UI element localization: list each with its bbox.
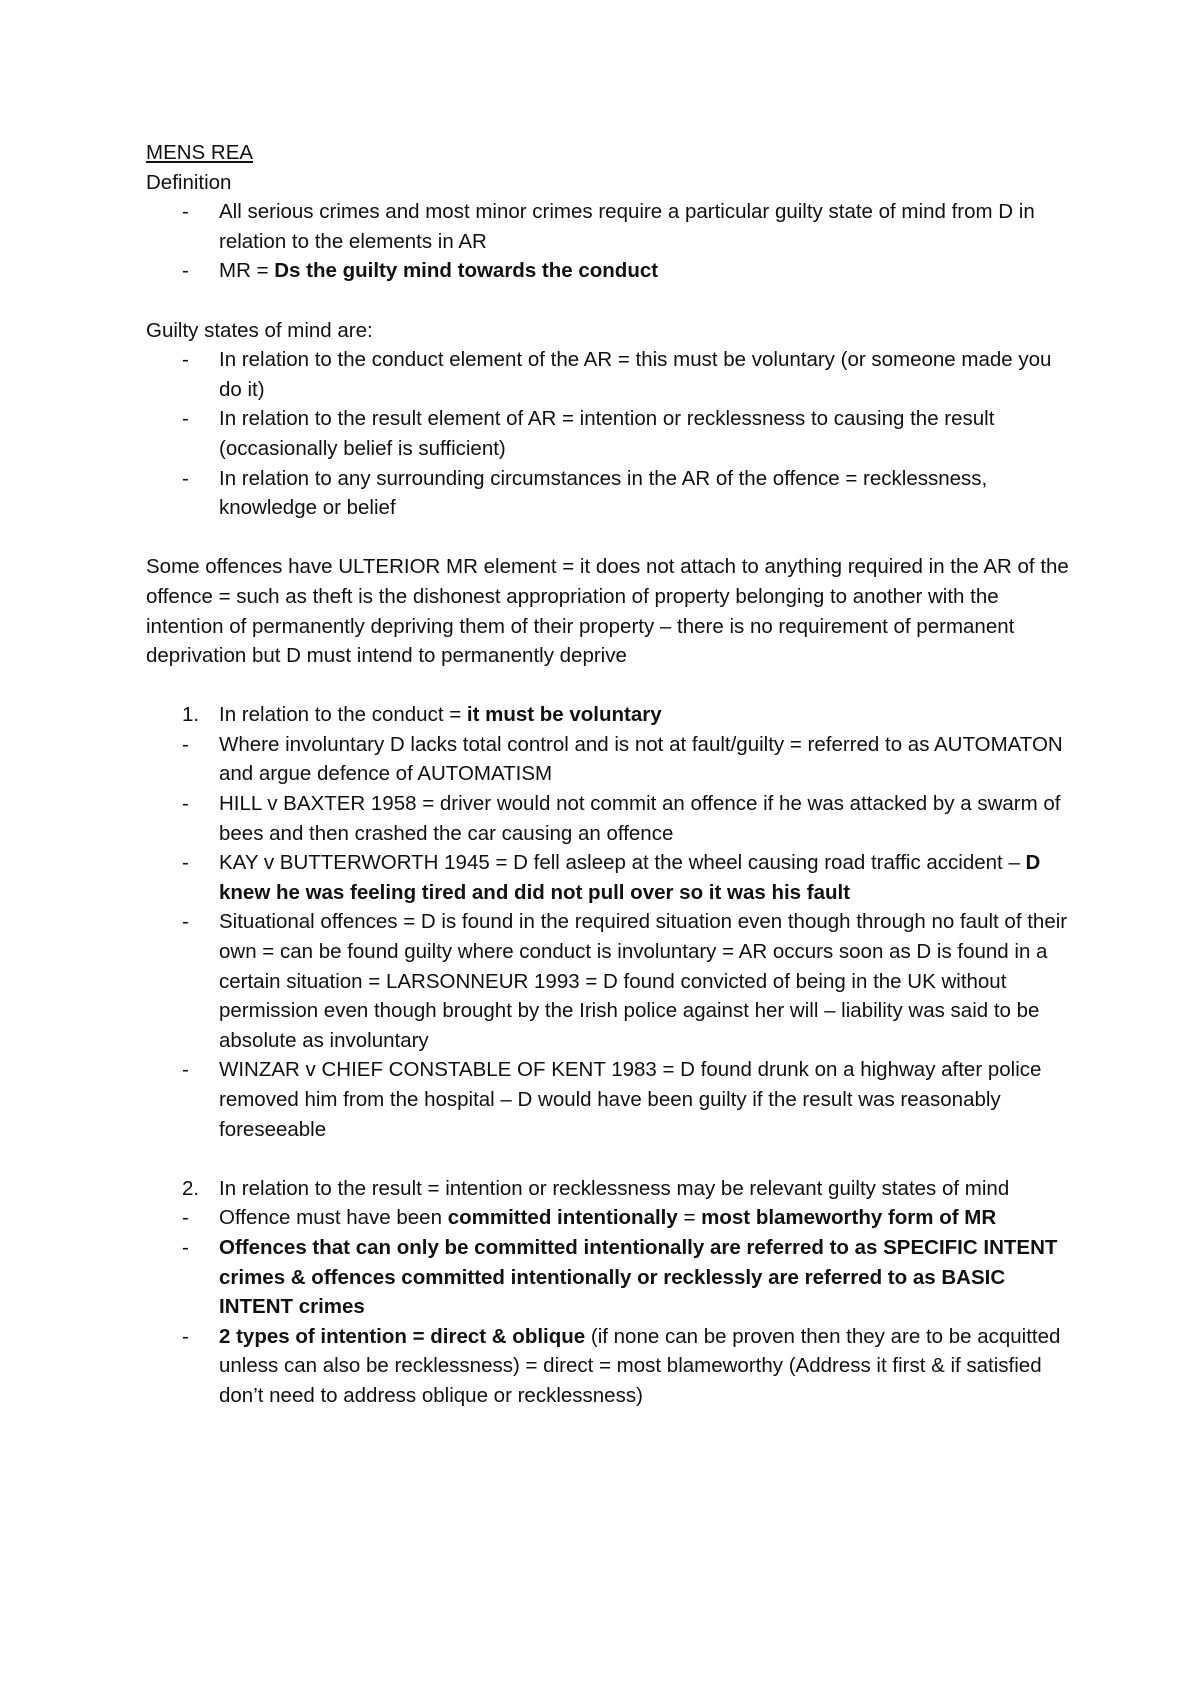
bullet-dash: - — [182, 851, 189, 875]
list-number: 2. — [182, 1176, 200, 1200]
heading-text: In relation to the result = intention or recklessness may be relevant guilty states of mind — [219, 1176, 1010, 1200]
heading-text: In relation to the conduct = — [219, 703, 467, 727]
conduct-heading — [146, 700, 1076, 730]
guilty-states-heading: Guilty states of mind are: — [146, 318, 373, 342]
bullet-bold-text: D knew he was feeling tired and did not pull over so it was his fault — [219, 851, 1041, 904]
bullet-text: WINZAR v CHIEF CONSTABLE OF KENT 1983 = D found drunk on a highway after police removed him from the hospital – D would have been guilty if the result was reasonably foreseeable — [219, 1058, 1042, 1141]
bullet-text: = — [677, 1206, 702, 1230]
bullet-bold-text: committed intentionally — [447, 1206, 678, 1230]
bullet-text: Where involuntary D lacks total control and is not at fault/guilty = referred to as AUTOMATON and argue defence of AUTOMATISM — [219, 732, 1063, 786]
bullet-bold-text: 2 types of intention = direct & oblique — [219, 1324, 586, 1348]
definition-bullet-2 — [146, 256, 1076, 286]
result-heading — [146, 1174, 1076, 1204]
bullet-text: Situational offences = D is found in the required situation even though through no fault of their own = can be found guilty where conduct is involuntary = AR occurs soon as D is found in a certain situation = LARSONNEUR 1993 = D found convicted of being in the UK without permission even though brought by the Irish police against her will – liability was said to be absolute as involuntary — [219, 910, 1068, 1052]
bullet-text: In relation to the result element of AR = intention or recklessness to causing the result (occasionally belief is sufficient) — [219, 407, 995, 460]
bullet-bold-text: Offences that can only be committed intentionally are referred to as SPECIFIC INTENT crimes & offences committed intentionally or recklessly are referred to as BASIC INTENT crimes — [219, 1235, 1058, 1319]
guilty-bullet-2 — [146, 404, 1076, 463]
ulterior-paragraph: Some offences have ULTERIOR MR element = it does not attach to anything required in the AR of the offence = such as theft is the dishonest appropriation of property belonging to another with the intention of permanently depriving them of their property – there is no requirement of permanent deprivation but D must intend to permanently deprive — [146, 555, 1069, 668]
bullet-text: In relation to any surrounding circumstances in the AR of the offence = recklessness, knowledge or belief — [219, 466, 988, 520]
bullet-dash: - — [182, 200, 189, 224]
bullet-dash: - — [182, 732, 189, 756]
bullet-dash: - — [182, 259, 189, 283]
bullet-text: (if none can be proven then they are to be acquitted unless can also be recklessness) = direct = most blameworthy (Address it first & if satisfied don’t need to address oblique or recklessness) — [219, 1324, 1061, 1407]
definition-bullet-1 — [146, 197, 1076, 256]
bullet-dash: - — [182, 792, 189, 816]
result-bullet-3 — [146, 1322, 1076, 1411]
bullet-text: In relation to the conduct element of the AR = this must be voluntary (or someone made you do it) — [219, 348, 1052, 401]
document-title: MENS REA — [146, 141, 254, 164]
bullet-text: MR = — [219, 259, 275, 283]
guilty-bullet-1 — [146, 345, 1076, 404]
bullet-dash: - — [182, 407, 189, 431]
bullet-dash: - — [182, 1235, 189, 1259]
bullet-dash: - — [182, 466, 189, 490]
bullet-bold-text: Ds the guilty mind towards the conduct — [274, 259, 659, 283]
bullet-text: All serious crimes and most minor crimes require a particular guilty state of mind from D in relation to the elements in AR — [219, 200, 1035, 253]
guilty-bullet-3 — [146, 464, 1076, 523]
bullet-dash: - — [182, 1324, 189, 1348]
definition-heading: Definition — [146, 170, 232, 194]
result-bullet-1 — [146, 1203, 1076, 1233]
heading-bold-text: it must be voluntary — [466, 703, 662, 727]
conduct-bullet-2 — [146, 789, 1076, 848]
bullet-text: Offence must have been — [219, 1206, 448, 1230]
conduct-bullet-3 — [146, 848, 1076, 907]
document-page — [146, 138, 1076, 1411]
bullet-dash: - — [182, 1206, 189, 1230]
list-number: 1. — [182, 703, 200, 727]
bullet-dash: - — [182, 348, 189, 372]
bullet-text: HILL v BAXTER 1958 = driver would not commit an offence if he was attacked by a swarm of bees and then crashed the car causing an offence — [219, 792, 1061, 845]
conduct-bullet-5 — [146, 1055, 1076, 1144]
bullet-dash: - — [182, 1058, 189, 1082]
conduct-bullet-4 — [146, 907, 1076, 1055]
conduct-bullet-1 — [146, 730, 1076, 789]
result-bullet-2 — [146, 1233, 1076, 1322]
bullet-text: KAY v BUTTERWORTH 1945 = D fell asleep at the wheel causing road traffic accident – — [219, 851, 1026, 875]
bullet-dash: - — [182, 910, 189, 934]
bullet-bold-text: most blameworthy form of MR — [701, 1206, 997, 1230]
